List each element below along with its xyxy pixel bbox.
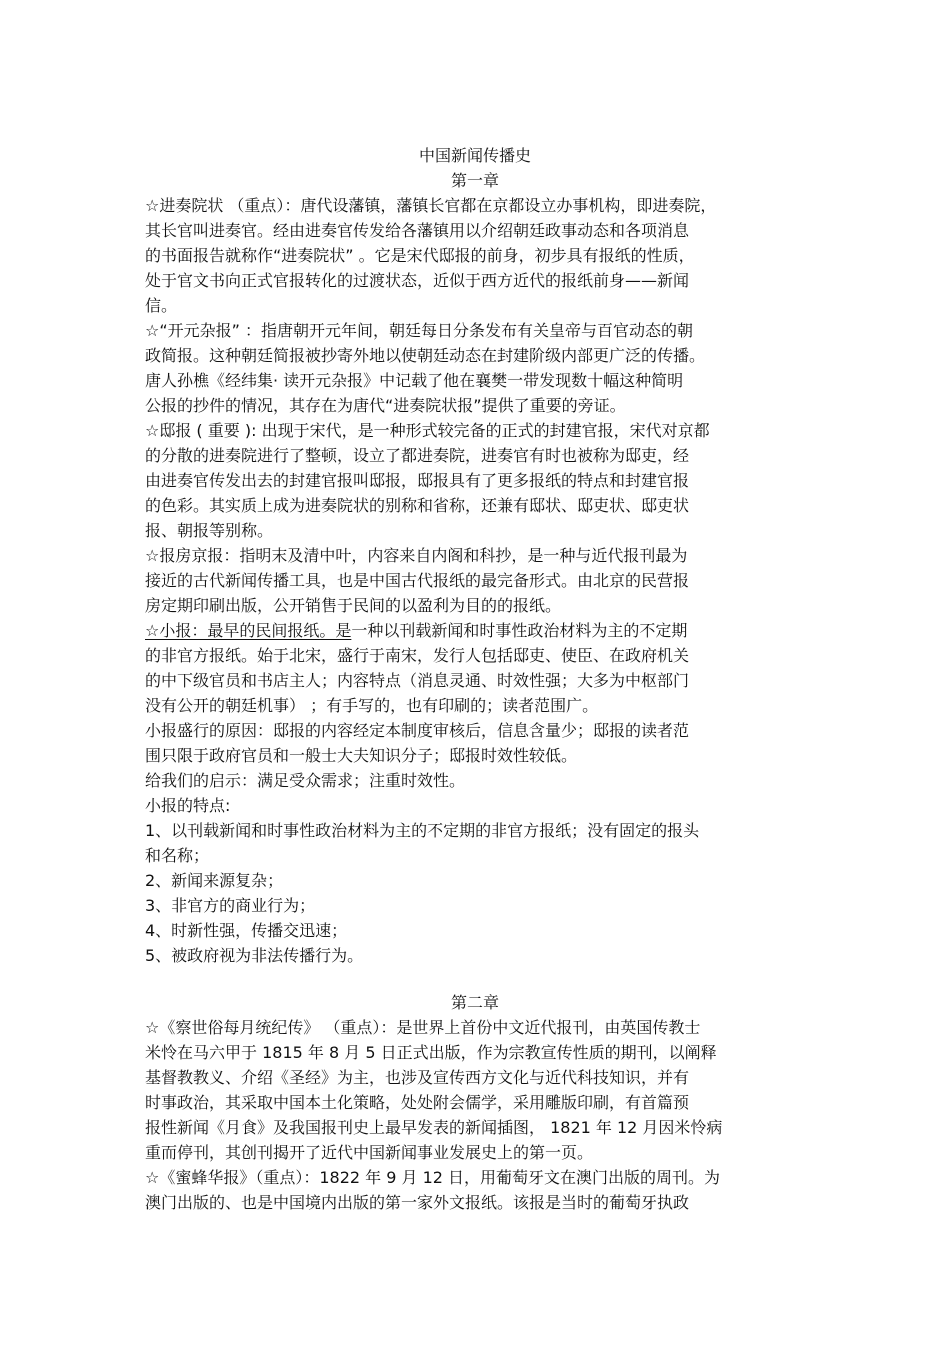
list-item: 和名称； — [145, 846, 210, 865]
paragraph-line: 政简报。这种朝廷简报被抄寄外地以使朝廷动态在封建阶级内部更广泛的传播。 — [145, 346, 706, 365]
paragraph-line: 围只限于政府官员和一般士大夫知识分子；邸报时效性较低。 — [145, 746, 578, 765]
paragraph-line: 的分散的进奏院进行了整顿，设立了都进奏院，进奏官有时也被称为邸吏，经 — [145, 446, 690, 465]
paragraph-line: ☆“开元杂报” ：指唐朝开元年间，朝廷每日分条发布有关皇帝与百官动态的朝 — [145, 321, 694, 340]
paragraph-line: 信。 — [145, 296, 178, 315]
paragraph-line: 的书面报告就称作“进奏院状” 。它是宋代邸报的前身，初步具有报纸的性质， — [145, 246, 695, 265]
paragraph-line: 其长官叫进奏官。经由进奏官传发给各藩镇用以介绍朝廷政事动态和各项消息 — [145, 221, 690, 240]
paragraph-line: ☆进奏院状 （重点）：唐代设藩镇，藩镇长官都在京都设立办事机构，即进奏院， — [145, 196, 717, 215]
list-item: 1、以刊载新闻和时事性政治材料为主的不定期的非官方报纸；没有固定的报头 — [145, 821, 700, 840]
list-item: 4、时新性强，传播交迅速； — [145, 921, 348, 940]
paragraph-line: 米怜在马六甲于 1815 年 8 月 5 日正式出版，作为宗教宣传性质的期刊，以阐释 — [145, 1043, 717, 1062]
paragraph-line: 接近的古代新闻传播工具，也是中国古代报纸的最完备形式。由北京的民营报 — [145, 571, 690, 590]
xiaobao-definition-line — [145, 618, 805, 643]
list-item: 2、新闻来源复杂； — [145, 871, 284, 890]
paragraph-line: 报性新闻《月食》及我国报刊史上最早发表的新闻插图， 1821 年 12 月因米怜病 — [145, 1118, 723, 1137]
paragraph-line: 小报的特点: — [145, 796, 231, 815]
document-title: 中国新闻传播史 — [418, 146, 531, 165]
paragraph-line: 房定期印刷出版，公开销售于民间的以盈利为目的的报纸。 — [145, 596, 562, 615]
paragraph-line: 的非官方报纸。始于北宋，盛行于南宋，发行人包括邸吏、使臣、在政府机关 — [145, 646, 690, 665]
paragraph-line: 没有公开的朝廷机事） ；有手写的，也有印刷的；读者范围广。 — [145, 696, 599, 715]
xiaobao-underlined-term: ☆小报：最早的民间报纸。是 — [145, 621, 352, 640]
paragraph-line: 给我们的启示：满足受众需求；注重时效性。 — [145, 771, 466, 790]
paragraph-line: 的色彩。其实质上成为进奏院状的别称和省称，还兼有邸状、邸吏状、邸吏状 — [145, 496, 690, 515]
paragraph-line: 小报盛行的原因：邸报的内容经定本制度审核后，信息含量少；邸报的读者范 — [145, 721, 690, 740]
paragraph-line: 重而停刊，其创刊揭开了近代中国新闻事业发展史上的第一页。 — [145, 1143, 594, 1162]
paragraph-line: ☆《蜜蜂华报》（重点）：1822 年 9 月 12 日，用葡萄牙文在澳门出版的周刊。为 — [145, 1168, 721, 1187]
paragraph-line: 处于官文书向正式官报转化的过渡状态，近似于西方近代的报纸前身——新闻 — [145, 271, 690, 290]
paragraph-line: ☆报房京报：指明末及清中叶，内容来自内阁和科抄，是一种与近代报刊最为 — [145, 546, 688, 565]
paragraph-line: 报、朝报等别称。 — [145, 521, 274, 540]
paragraph-line: 基督教教义、介绍《圣经》为主，也涉及宣传西方文化与近代科技知识，并有 — [145, 1068, 690, 1087]
paragraph-line: 的中下级官员和书店主人；内容特点（消息灵通、时效性强；大多为中枢部门 — [145, 671, 690, 690]
paragraph-line: 唐人孙樵《经纬集· 读开元杂报》中记载了他在襄樊一带发现数十幅这种简明 — [145, 371, 684, 390]
chapter-2-heading: 第二章 — [450, 993, 499, 1012]
paragraph-line: ☆《察世俗每月统纪传》 （重点）：是世界上首份中文近代报刊，由英国传教士 — [145, 1018, 701, 1037]
xiaobao-definition-rest: 一种以刊载新闻和时事性政治材料为主的不定期 — [351, 621, 688, 640]
paragraph-line: 澳门出版的、也是中国境内出版的第一家外文报纸。该报是当时的葡萄牙执政 — [145, 1193, 690, 1212]
list-item: 3、非官方的商业行为； — [145, 896, 316, 915]
paragraph-line: ☆邸报 ( 重要 ): 出现于宋代，是一种形式较完备的正式的封建官报，宋代对京都 — [145, 421, 710, 440]
list-item: 5、被政府视为非法传播行为。 — [145, 946, 364, 965]
paragraph-line: 时事政治，其采取中国本土化策略，处处附会儒学，采用雕版印刷，有首篇预 — [145, 1093, 690, 1112]
paragraph-line: 公报的抄件的情况，其存在为唐代“进奏院状报”提供了重要的旁证。 — [145, 396, 626, 415]
paragraph-line: 由进奏官传发出去的封建官报叫邸报，邸报具有了更多报纸的特点和封建官报 — [145, 471, 690, 490]
chapter-1-heading: 第一章 — [450, 171, 499, 190]
